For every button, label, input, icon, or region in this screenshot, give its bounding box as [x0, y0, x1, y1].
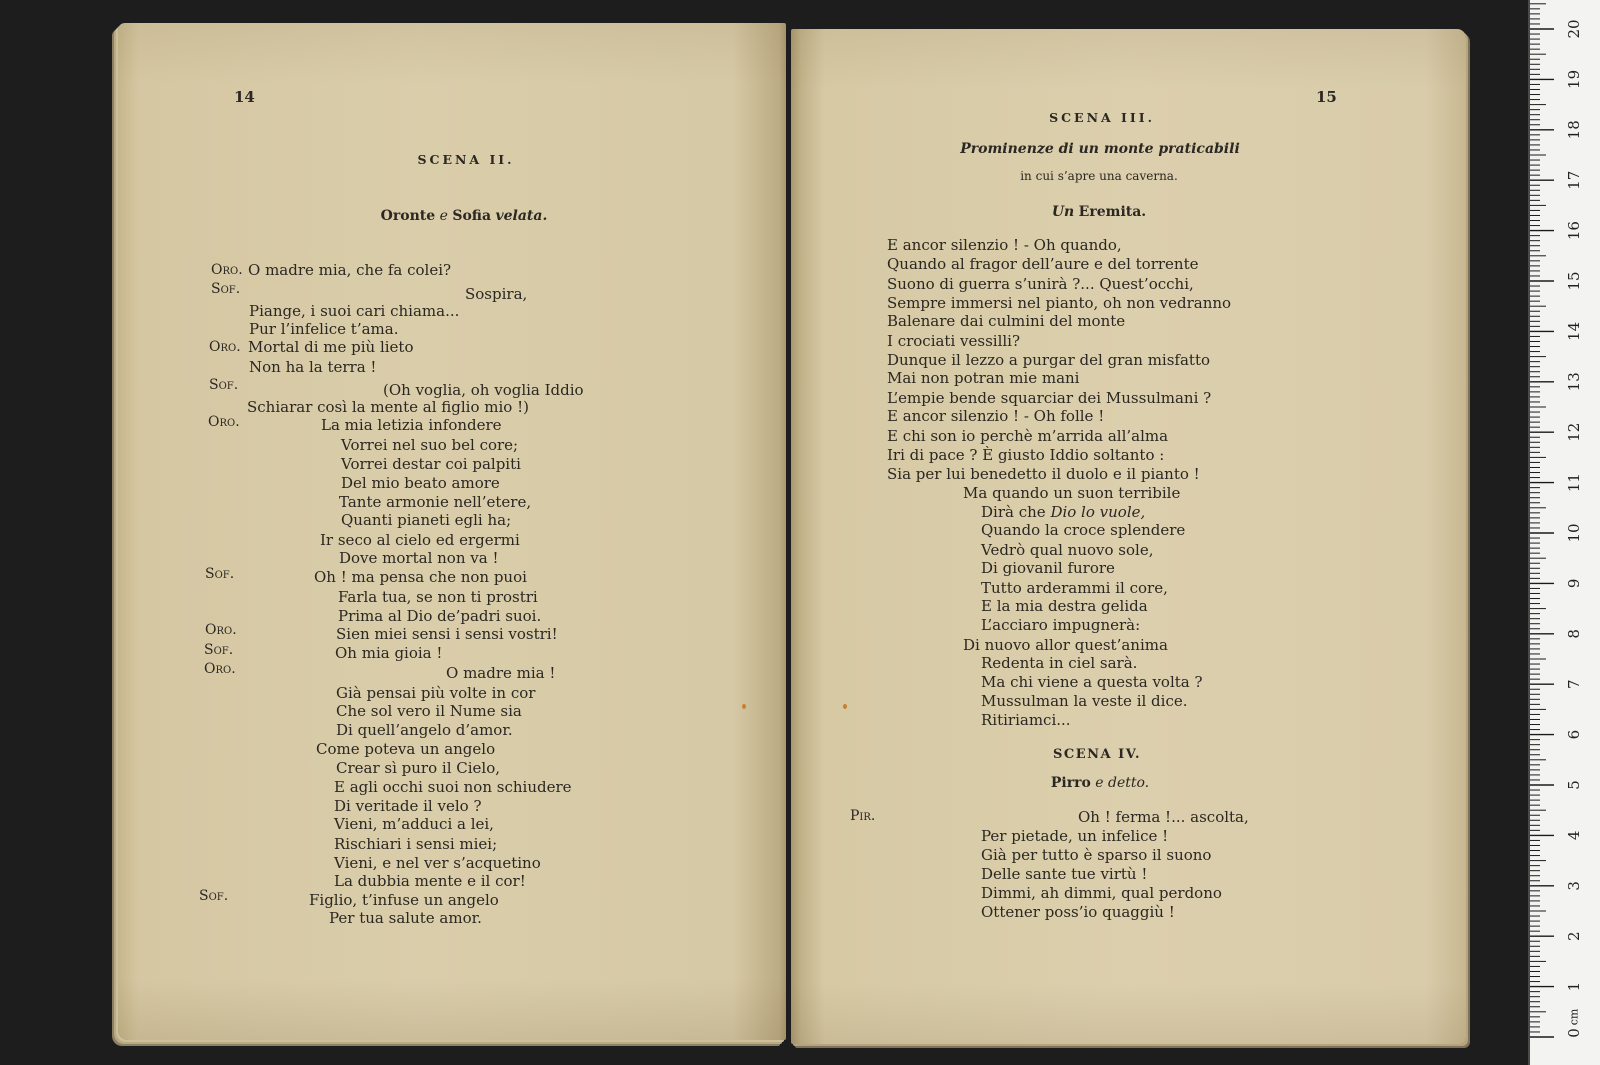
verse-line: Dimmi, ah dimmi, qual perdono: [981, 884, 1222, 902]
verse-line: Quando al fragor dell’aure e del torrente: [887, 255, 1199, 273]
verse-line: Mai non potran mie mani: [887, 369, 1080, 387]
ruler-label: 16: [1565, 221, 1583, 241]
speaker-tag: Oro.: [209, 339, 241, 355]
verse-line: Ritiriamci...: [981, 711, 1071, 729]
verse-text: Dirà che: [981, 503, 1046, 521]
verse-line: Di veritade il velo ?: [334, 797, 482, 815]
verse-line: Di quell’angelo d’amor.: [336, 721, 513, 739]
ruler-label: 2: [1565, 931, 1583, 941]
stage-setting: Prominenze di un monte praticabili: [960, 141, 1240, 157]
verse-line: Ottener poss’io quaggiù !: [981, 903, 1175, 921]
verse-line: Oh mia gioia !: [335, 644, 443, 662]
verse-line: Ma quando un suon terribile: [963, 484, 1181, 502]
verse-line: Tante armonie nell’etere,: [339, 493, 532, 511]
character-name: Sofia: [452, 208, 492, 224]
heading-conjunction: e: [439, 208, 448, 224]
verse-line: E ancor silenzio ! - Oh quando,: [887, 236, 1122, 254]
speaker-tag: Pir.: [850, 808, 876, 824]
verse-line: Mussulman la veste il dice.: [981, 692, 1188, 710]
verse-line: Vorrei destar coi palpiti: [341, 455, 521, 473]
verse-line: I crociati vessilli?: [887, 332, 1021, 350]
verse-line: Di giovanil furore: [981, 559, 1115, 577]
verse-line: E agli occhi suoi non schiudere: [334, 778, 572, 796]
verse-line: Dunque il lezzo a purgar del gran misfatto: [887, 351, 1211, 369]
verse-line: Già per tutto è sparso il suono: [981, 846, 1212, 864]
verse-line: Oh ! ferma !... ascolta,: [1078, 808, 1249, 826]
ruler-label: 18: [1565, 120, 1583, 140]
ruler-label: 20: [1565, 19, 1583, 39]
scene-title: SCENA IV.: [1052, 747, 1142, 762]
speaker-tag: Sof.: [205, 566, 235, 582]
scene-heading: [1052, 202, 1146, 222]
ruler-svg: [1530, 0, 1600, 1065]
verse-emphasis: Dio lo vuole,: [1050, 503, 1146, 521]
scene-title: SCENA III.: [1049, 110, 1155, 125]
verse-line: Balenare dai culmini del monte: [887, 312, 1126, 330]
verse-line: O madre mia !: [446, 664, 556, 682]
verse-line: La mia letizia infondere: [321, 416, 502, 434]
speaker-tag: Oro.: [208, 414, 240, 430]
ruler-label: 9: [1565, 578, 1583, 589]
stage-direction: velata.: [495, 208, 548, 224]
ruler-label: 17: [1565, 170, 1583, 190]
verse-line: Quando la croce splendere: [981, 521, 1186, 539]
heading-article: Un: [1051, 204, 1075, 220]
character-name: Pirro: [1050, 775, 1091, 791]
verse-line: La dubbia mente e il cor!: [334, 872, 526, 890]
verse-line: Che sol vero il Nume sia: [336, 702, 522, 720]
verse-line: Redenta in ciel sarà.: [981, 654, 1138, 672]
verse-line: (Oh voglia, oh voglia Iddio: [383, 381, 584, 399]
scene-heading: [381, 206, 548, 226]
verse-line: Vieni, m’adduci a lei,: [334, 815, 494, 833]
verse-line: Come poteva un angelo: [316, 740, 496, 758]
ruler-unit: cm: [1567, 1008, 1581, 1026]
verse-line: Crear sì puro il Cielo,: [336, 759, 501, 777]
verse-line: Non ha la terra !: [249, 358, 377, 376]
ruler-label: 14: [1565, 321, 1583, 341]
verse-line: Sia per lui benedetto il duolo e il pianto !: [887, 465, 1200, 483]
page-number: 15: [1316, 88, 1337, 106]
speaker-tag: Sof.: [211, 281, 241, 297]
character-name: Eremita.: [1078, 204, 1147, 220]
speaker-tag: Sof.: [204, 642, 234, 658]
verse-line: Prima al Dio de’padri suoi.: [338, 607, 542, 625]
verse-line: Mortal di me più lieto: [248, 338, 414, 356]
verse-line: Per pietade, un infelice !: [981, 827, 1169, 845]
ruler-label: 6: [1565, 729, 1583, 740]
verse-line: Delle sante tue virtù !: [981, 865, 1148, 883]
right-page: [791, 29, 1466, 1044]
verse-line: Farla tua, se non ti prostri: [338, 588, 538, 606]
ruler-label: 1: [1565, 981, 1583, 992]
verse-line: Dove mortal non va !: [339, 549, 499, 567]
verse-line: Schiarar così la mente al figlio mio !): [247, 398, 529, 416]
verse-line: Vieni, e nel ver s’acquetino: [334, 854, 541, 872]
verse-line: Iri di pace ? È giusto Iddio soltanto :: [887, 446, 1165, 464]
verse-line: L’acciaro impugnerà:: [981, 616, 1141, 634]
verse-line: E la mia destra gelida: [981, 597, 1148, 615]
verse-line: Figlio, t’infuse un angelo: [309, 891, 499, 909]
verse-line: Rischiari i sensi miei;: [334, 835, 498, 853]
page-number: 14: [234, 88, 255, 106]
verse-line: E chi son io perchè m’arrida all’alma: [887, 427, 1169, 445]
verse-line: Vorrei nel suo bel core;: [341, 436, 519, 454]
speaker-tag: Oro.: [204, 661, 236, 677]
verse-line: Tutto arderammi il core,: [981, 579, 1168, 597]
ruler-label: 4: [1565, 830, 1583, 841]
ruler-label: 3: [1565, 881, 1583, 891]
verse-line: Suono di guerra s’unirà ?... Quest’occhi,: [887, 275, 1194, 293]
verse-line: Vedrò qual nuovo sole,: [981, 541, 1154, 559]
verse-line: Ir seco al cielo ed ergermi: [320, 531, 520, 549]
ruler-label: 13: [1565, 372, 1583, 392]
verse-line: Del mio beato amore: [341, 474, 500, 492]
ruler-label: 8: [1565, 629, 1583, 639]
ruler-label: 12: [1565, 422, 1583, 442]
scene-heading: [1051, 773, 1149, 793]
foxing-spot: [843, 704, 847, 709]
ruler-label: 19: [1565, 69, 1583, 89]
speaker-tag: Oro.: [205, 622, 237, 638]
stage-direction: e detto.: [1095, 775, 1150, 791]
ruler-label: 5: [1565, 780, 1583, 790]
verse-line: Di nuovo allor quest’anima: [963, 636, 1168, 654]
verse-line: Sien miei sensi i sensi vostri!: [336, 625, 558, 643]
ruler-label: 11: [1565, 473, 1583, 493]
verse-line: Sempre immersi nel pianto, oh non vedranno: [887, 294, 1232, 312]
speaker-tag: Oro.: [211, 262, 243, 278]
verse-line: Quanti pianeti egli ha;: [341, 511, 512, 529]
verse-line: Ma chi viene a questa volta ?: [981, 673, 1203, 691]
verse-line: Per tua salute amor.: [329, 909, 482, 927]
ruler-label: 7: [1565, 679, 1583, 689]
left-page: [118, 23, 786, 1040]
stage-setting-detail: in cui s’apre una caverna.: [1020, 169, 1178, 183]
verse-line: [981, 502, 1145, 522]
speaker-tag: Sof.: [209, 377, 239, 393]
verse-line: Pur l’infelice t’ama.: [249, 320, 399, 338]
scene-title: SCENA II.: [417, 152, 515, 167]
verse-line: Oh ! ma pensa che non puoi: [314, 568, 527, 586]
verse-line: Piange, i suoi cari chiama...: [249, 302, 460, 320]
verse-line: L’empie bende squarciar dei Mussulmani ?: [887, 389, 1212, 407]
ruler-label: 10: [1565, 523, 1583, 543]
verse-line: E ancor silenzio ! - Oh folle !: [887, 407, 1105, 425]
ruler-label: 0: [1565, 1028, 1583, 1038]
foxing-spot: [742, 704, 746, 709]
verse-line: Sospira,: [465, 285, 528, 303]
verse-line: Già pensai più volte in cor: [336, 684, 536, 702]
verse-line: O madre mia, che fa colei?: [248, 261, 452, 279]
ruler: [1528, 0, 1600, 1065]
ruler-label: 15: [1565, 271, 1583, 291]
speaker-tag: Sof.: [199, 888, 229, 904]
character-name: Oronte: [380, 208, 436, 224]
